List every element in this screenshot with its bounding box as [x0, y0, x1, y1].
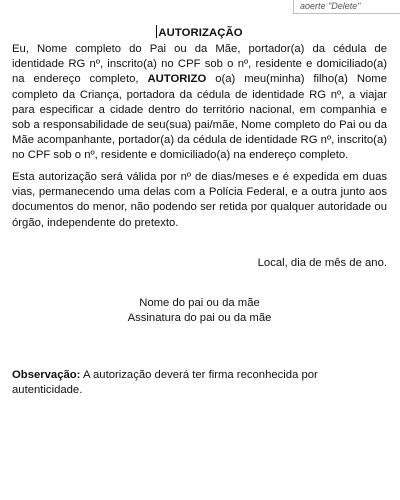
authorize-keyword: AUTORIZO — [147, 73, 207, 86]
observation-label: Observação: — [12, 369, 81, 381]
observation-text: A autorização deverá ter firma reconhecida por autenticidade. — [12, 369, 318, 397]
document-title — [12, 25, 387, 41]
signature-name: Nome do pai ou da mãe — [139, 297, 260, 309]
delete-hint-box — [293, 0, 400, 14]
document-title-text: AUTORIZAÇÃO — [158, 27, 243, 39]
place-date-line: Local, dia de mês de ano. — [257, 257, 387, 269]
paragraph-authorization-end: o(a) meu(minha) filho(a) Nome completo da Criança, portadora da cédula de identidade RG nº, a viajar para especificar a cidade dentro do território nacional, em companhia e sob a responsabilidade de seu(sua) pai/mãe, Nome completo do Pai ou da Mãe acompanhante, portador(a) da cédula de identidade RG nº, inscrito(a) no CPF sob o nº, residente e domiciliado(a) na endereço completo. — [12, 73, 387, 162]
signature-block — [12, 296, 387, 326]
paragraph-authorization-start: Eu, Nome completo do Pai ou da Mãe, portador(a) da cédula de identidade RG nº, inscrito(a) no CPF sob o nº, residente e domiciliado(a) na endereço completo, — [12, 43, 387, 86]
paragraph-authorization — [12, 42, 387, 164]
observation-note — [12, 368, 387, 398]
paragraph-validity: Esta autorização será válida por nº de dias/meses e é expedida em duas vias, permanecendo uma delas com a Polícia Federal, e a outra junto aos documentos do menor, não podendo ser retida por qualquer autoridade ou órgão, independente do pretexto. — [12, 171, 387, 229]
delete-hint-text: aoerte "Delete" — [300, 1, 361, 11]
signature-label: Assinatura do pai ou da mãe — [127, 312, 272, 325]
